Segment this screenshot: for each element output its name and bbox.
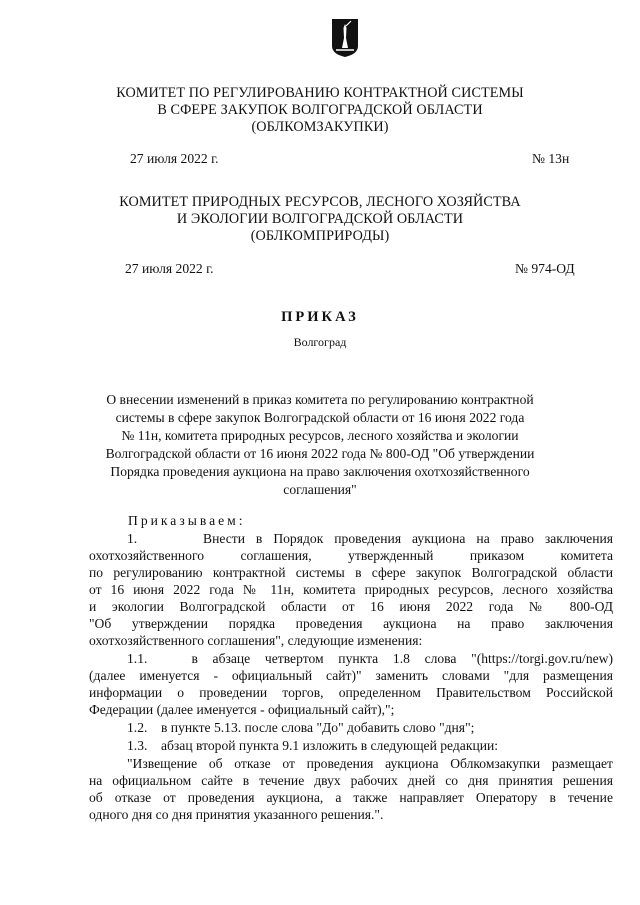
paragraph-1-line: и экологии Волгоградской области от 16 июня 2022 года № 800-ОД — [89, 599, 613, 614]
paragraph-1-1-line: 1.1. в абзаце четвертом пункта 1.8 слова "(https://torgi.gov.ru/new) — [127, 651, 613, 666]
subject-line: системы в сфере закупок Волгоградской области от 16 июня 2022 года — [115, 410, 525, 425]
paragraph-1-line: по регулированию контрактной системы в сфере закупок Волгоградской области — [89, 565, 613, 580]
committee2-name-line1: КОМИТЕТ ПРИРОДНЫХ РЕСУРСОВ, ЛЕСНОГО ХОЗЯЙСТВА — [119, 194, 521, 210]
quote-line: на официальном сайте в течение двух рабочих дней со дня принятия решения — [89, 773, 613, 788]
committee2-name-line2: И ЭКОЛОГИИ ВОЛГОГРАДСКОЙ ОБЛАСТИ — [176, 211, 464, 227]
subject-line: Порядка проведения аукциона на право заключения охотхозяйственного — [110, 464, 530, 479]
committee1-name-line2: В СФЕРЕ ЗАКУПОК ВОЛГОГРАДСКОЙ ОБЛАСТИ — [157, 102, 483, 118]
committee2-name-line3: (ОБЛКОМПРИРОДЫ) — [250, 228, 390, 244]
paragraph-1-2: 1.2. в пункте 5.13. после слова "До" добавить слово "дня"; — [127, 720, 475, 735]
paragraph-1-line: 1. Внести в Порядок проведения аукциона на право заключения — [127, 531, 613, 546]
committee2-date: 27 июля 2022 г. — [125, 261, 214, 276]
paragraph-1-1-line: информации о проведении торгов, определенном Правительством Российской — [89, 685, 613, 700]
subject-line: соглашения" — [283, 482, 357, 497]
paragraph-1-1-line: Федерации (далее именуется - официальный сайт),"; — [89, 702, 395, 717]
committee1-date: 27 июля 2022 г. — [130, 151, 219, 166]
committee1-name-line1: КОМИТЕТ ПО РЕГУЛИРОВАНИЮ КОНТРАКТНОЙ СИСТЕМЫ — [116, 85, 524, 101]
quote-line: об отказе от проведения аукциона, а также направляет Оператору в течение — [89, 790, 613, 805]
paragraph-1-line: от 16 июня 2022 года № 11н, комитета природных ресурсов, лесного хозяйства — [89, 582, 613, 597]
committee1-number: № 13н — [532, 151, 570, 166]
subject-line: О внесении изменений в приказ комитета по регулированию контрактной — [106, 392, 534, 407]
order-title: ПРИКАЗ — [281, 309, 359, 325]
subject-line: Волгоградской области от 16 июня 2022 года № 800-ОД "Об утверждении — [105, 446, 535, 461]
committee2-number: № 974-ОД — [515, 261, 575, 276]
subject-line: № 11н, комитета природных ресурсов, лесного хозяйства и экологии — [121, 428, 519, 443]
committee1-name-line3: (ОБЛКОМЗАКУПКИ) — [251, 119, 389, 135]
quote-line: "Извещение об отказе от проведения аукциона Облкомзакупки размещает — [127, 756, 613, 771]
order-city: Волгоград — [293, 335, 347, 349]
paragraph-1-1-line: (далее именуется - официальный сайт)" заменить словами "для размещения — [89, 668, 613, 683]
paragraph-1-line: охотхозяйственного соглашения, утвержденный приказом комитета — [89, 548, 613, 563]
paragraph-1-3: 1.3. абзац второй пункта 9.1 изложить в следующей редакции: — [127, 738, 499, 753]
quote-line: одного дня со дня принятия указанного решения.". — [89, 807, 384, 822]
coat-of-arms-emblem — [331, 18, 359, 58]
paragraph-1-line: "Об утверждении порядка проведения аукциона на право заключения — [89, 616, 613, 631]
order-intro: Приказываем: — [128, 513, 246, 528]
paragraph-1-line: охотхозяйственного соглашения", следующие изменения: — [89, 633, 423, 648]
